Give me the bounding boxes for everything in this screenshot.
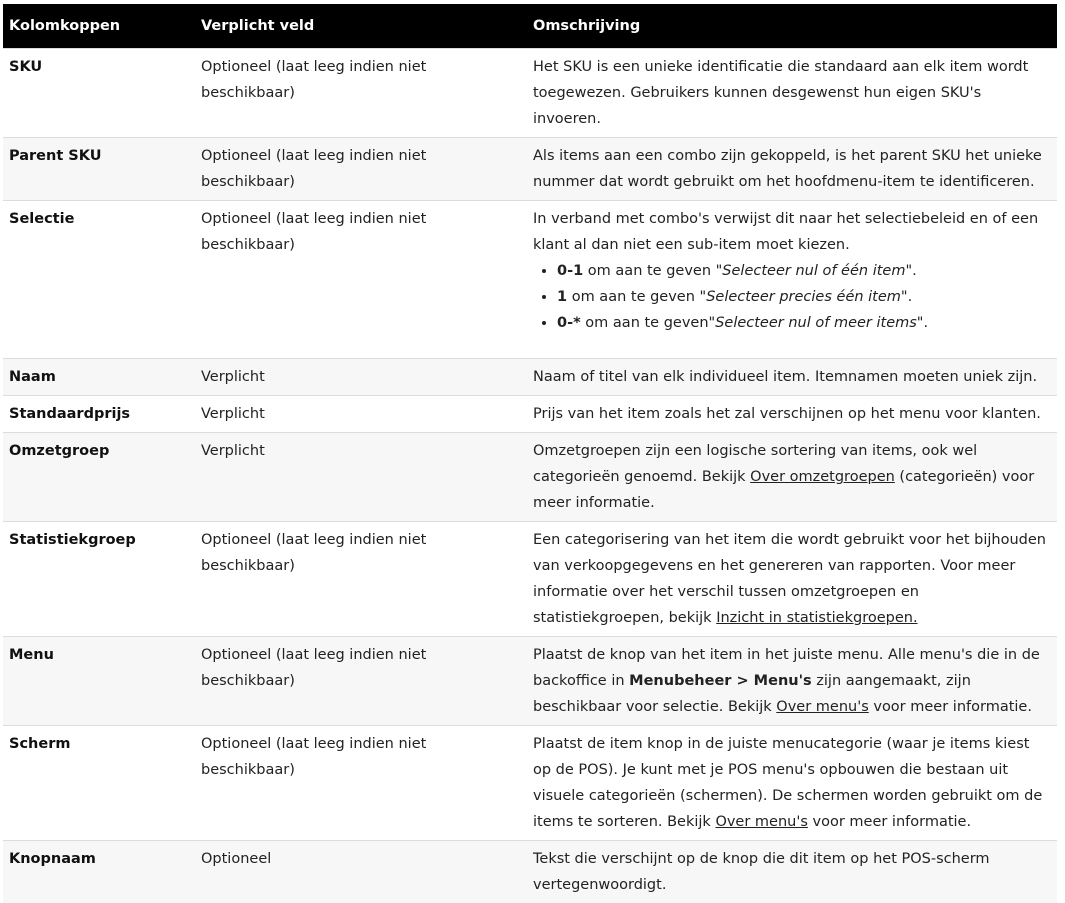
- row-name: Selectie: [3, 201, 195, 359]
- description-text: Een categorisering van het item die wordt gebruikt voor het bijhouden van verkoopgegevens en het genereren van rapporten. Voor meer informatie over het verschil tussen omzetgroepen en statistiekgroepen, bekijk: [533, 532, 1046, 626]
- option-end: .: [923, 315, 928, 331]
- row-description: Als items aan een combo zijn gekoppeld, is het parent SKU het unieke nummer dat wordt gebruikt om het hoofdmenu-item te identificeren.: [527, 138, 1057, 201]
- row-required: Optioneel (laat leeg indien niet beschikbaar): [195, 138, 527, 201]
- option-text: om aan te geven: [567, 289, 699, 305]
- table-row: [3, 201, 1057, 359]
- option-end: .: [912, 263, 917, 279]
- row-name: SKU: [3, 49, 195, 138]
- row-name: Naam: [3, 359, 195, 396]
- row-description: Tekst die verschijnt op de knop die dit item op het POS-scherm vertegenwoordigt.: [527, 841, 1057, 903]
- row-description: [527, 433, 1057, 522]
- row-required: Verplicht: [195, 359, 527, 396]
- row-description: Het SKU is een unieke identificatie die standaard aan elk item wordt toegewezen. Gebruikers kunnen desgewenst hun eigen SKU's invoeren.: [527, 49, 1057, 138]
- description-text: Plaatst de item knop in de juiste menucategorie (waar je items kiest op de POS). Je kunt met je POS menu's opbouwen die bestaan uit visuele categorieën (schermen). De schermen worden gebruikt om de items te sorteren. Bekijk: [533, 736, 1042, 830]
- row-required: Verplicht: [195, 433, 527, 522]
- row-name: Parent SKU: [3, 138, 195, 201]
- row-description: [527, 201, 1057, 359]
- selectie-options-list: [533, 258, 1051, 336]
- menu-path: Menubeheer > Menu's: [629, 673, 812, 689]
- option-quote: "Selecteer nul of één item": [716, 263, 913, 279]
- row-required: Optioneel (laat leeg indien niet beschikbaar): [195, 201, 527, 359]
- row-description: Naam of titel van elk individueel item. Itemnamen moeten uniek zijn.: [527, 359, 1057, 396]
- column-headers-table: [3, 4, 1057, 903]
- option-end: .: [908, 289, 913, 305]
- header-kolomkoppen: Kolomkoppen: [3, 4, 195, 49]
- row-required: Optioneel (laat leeg indien niet beschikbaar): [195, 522, 527, 637]
- description-text: Omzetgroepen zijn een logische sortering van items, ook wel categorieën genoemd. Bekijk: [533, 443, 977, 485]
- table-row: [3, 726, 1057, 841]
- table-row: [3, 359, 1057, 396]
- list-item: [557, 284, 1051, 310]
- inzicht-statistiekgroepen-link[interactable]: Inzicht in statistiekgroepen.: [716, 610, 917, 626]
- row-description: Prijs van het item zoals het zal verschijnen op het menu voor klanten.: [527, 396, 1057, 433]
- table-row: [3, 637, 1057, 726]
- over-menus-link[interactable]: Over menu's: [715, 814, 807, 830]
- table-row: [3, 49, 1057, 138]
- row-required: Optioneel (laat leeg indien niet beschikbaar): [195, 637, 527, 726]
- over-omzetgroepen-link[interactable]: Over omzetgroepen: [750, 469, 895, 485]
- list-item: [557, 310, 1051, 336]
- option-text: om aan te geven: [581, 315, 709, 331]
- header-verplicht-veld: Verplicht veld: [195, 4, 527, 49]
- description-text: voor meer informatie.: [869, 699, 1032, 715]
- row-description: [527, 637, 1057, 726]
- description-text: (categorieën) voor meer informatie.: [533, 469, 1034, 511]
- row-required: Optioneel (laat leeg indien niet beschikbaar): [195, 726, 527, 841]
- option-code: 1: [557, 289, 567, 305]
- description-text: zijn aangemaakt, zijn beschikbaar voor selectie. Bekijk: [533, 673, 971, 715]
- row-required: Optioneel: [195, 841, 527, 903]
- list-item: [557, 258, 1051, 284]
- row-name: Standaardprijs: [3, 396, 195, 433]
- description-text: voor meer informatie.: [808, 814, 971, 830]
- table-row: [3, 396, 1057, 433]
- table-header-row: [3, 4, 1057, 49]
- row-required: Optioneel (laat leeg indien niet beschikbaar): [195, 49, 527, 138]
- row-description: [527, 522, 1057, 637]
- option-quote: "Selecteer nul of meer items": [709, 315, 924, 331]
- over-menus-link[interactable]: Over menu's: [776, 699, 868, 715]
- selectie-intro: In verband met combo's verwijst dit naar het selectiebeleid en of een klant al dan niet een sub-item moet kiezen.: [533, 211, 1038, 253]
- header-omschrijving: Omschrijving: [527, 4, 1057, 49]
- row-required: Verplicht: [195, 396, 527, 433]
- row-name: Omzetgroep: [3, 433, 195, 522]
- row-name: Scherm: [3, 726, 195, 841]
- row-description: [527, 726, 1057, 841]
- option-quote: "Selecteer precies één item": [700, 289, 908, 305]
- table-row: [3, 138, 1057, 201]
- row-name: Menu: [3, 637, 195, 726]
- row-name: Statistiekgroep: [3, 522, 195, 637]
- table-row: [3, 433, 1057, 522]
- option-text: om aan te geven: [583, 263, 715, 279]
- table-row: [3, 522, 1057, 637]
- option-code: 0-1: [557, 263, 583, 279]
- description-text: Plaatst de knop van het item in het juiste menu. Alle menu's die in de backoffice in: [533, 647, 1040, 689]
- option-code: 0-*: [557, 315, 581, 331]
- row-name: Knopnaam: [3, 841, 195, 903]
